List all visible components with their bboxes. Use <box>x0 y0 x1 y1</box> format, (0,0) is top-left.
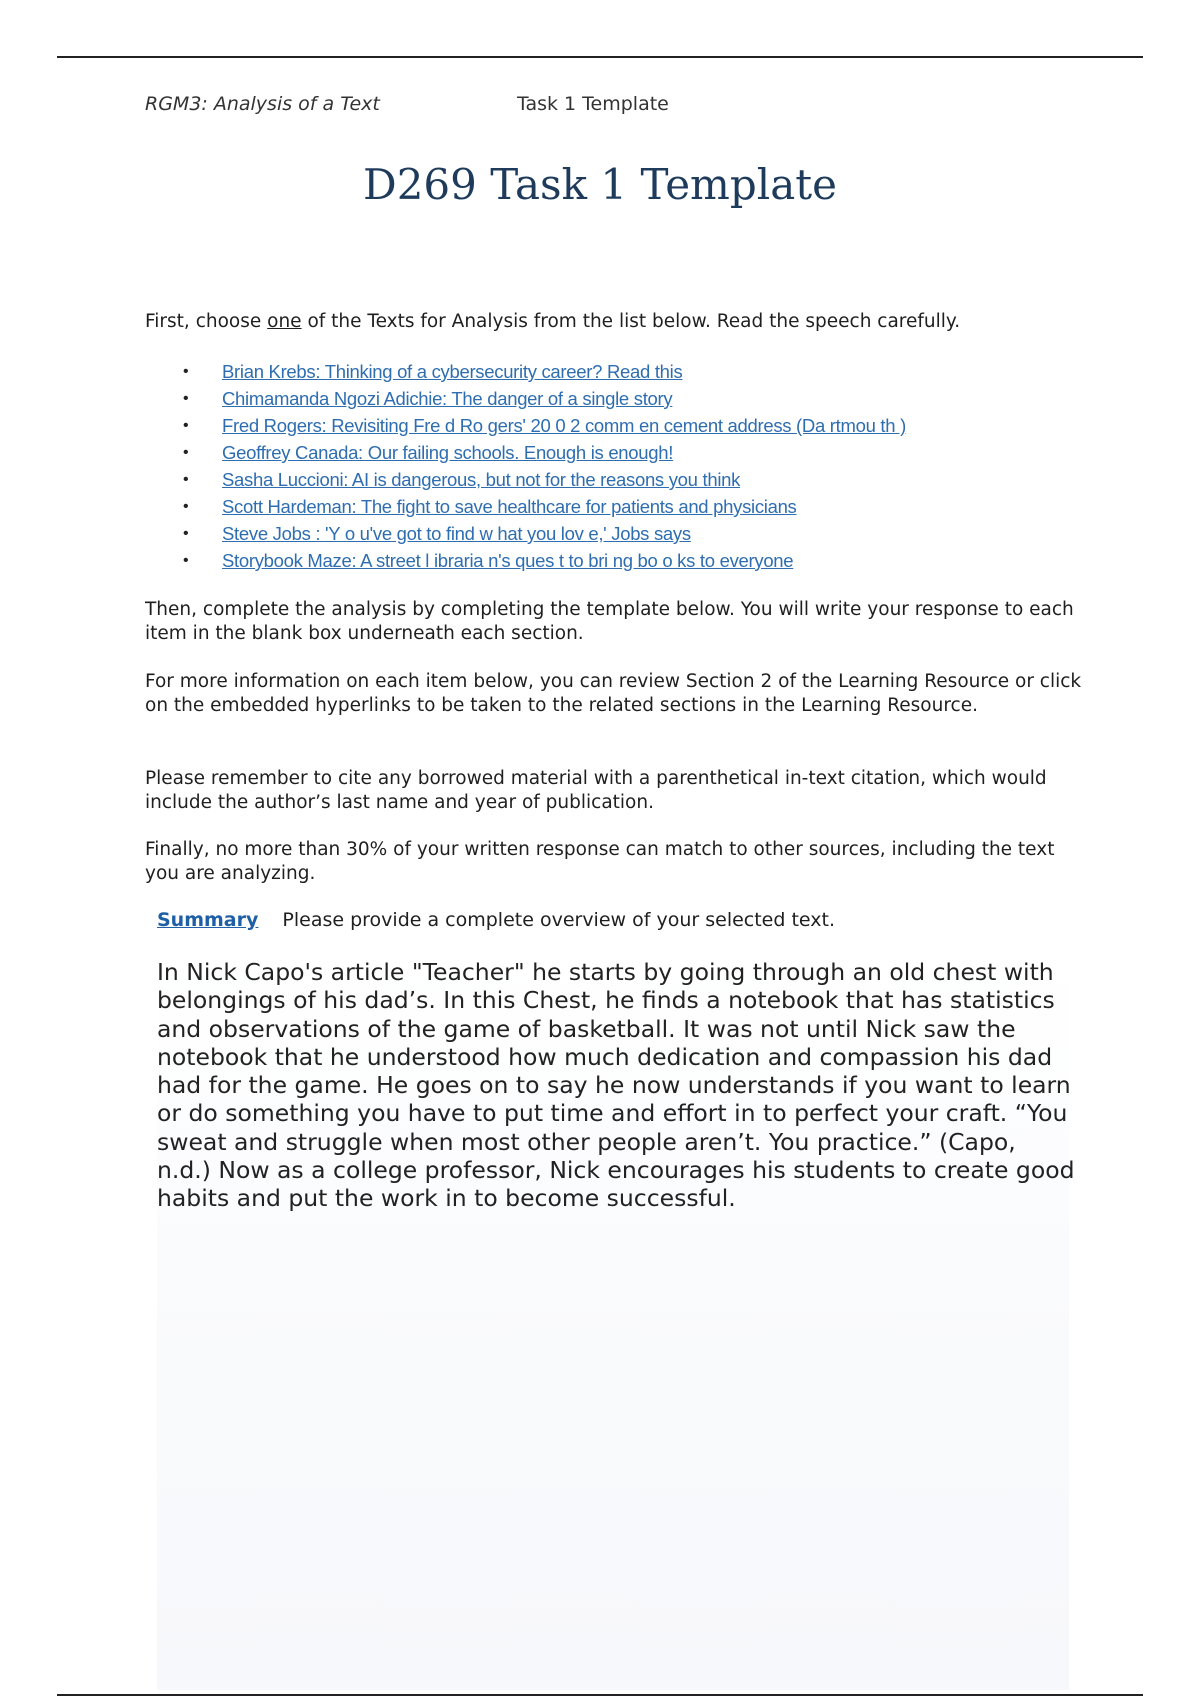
intro-after: of the Texts for Analysis from the list below. Read the speech carefully. <box>301 311 961 332</box>
text-link-rogers[interactable]: Fred Rogers: Revisiting Fre d Ro gers' 20 0 2 comm en cement address (Da rtmou th ) <box>222 415 906 436</box>
text-link-storybook-maze[interactable]: Storybook Maze: A street l ibraria n's ques t to bri ng bo o ks to everyone <box>222 550 794 571</box>
bullet-icon: • <box>183 498 189 515</box>
document-title: D269 Task 1 Template <box>363 160 837 209</box>
bullet-icon: • <box>183 444 189 461</box>
running-header <box>145 93 669 115</box>
list-item <box>180 547 906 574</box>
list-item <box>180 493 906 520</box>
bottom-rule <box>57 1694 1143 1696</box>
bullet-icon: • <box>183 363 189 380</box>
list-item <box>180 358 906 385</box>
bullet-icon: • <box>183 390 189 407</box>
summary-instruction: Please provide a complete overview of your selected text. <box>282 909 836 931</box>
bullet-icon: • <box>183 417 189 434</box>
top-rule <box>57 56 1143 58</box>
running-header-doc: Task 1 Template <box>517 93 669 115</box>
text-link-adichie[interactable]: Chimamanda Ngozi Adichie: The danger of a single story <box>222 388 673 409</box>
bullet-icon: • <box>183 552 189 569</box>
list-item <box>180 466 906 493</box>
intro-instruction <box>145 310 1085 334</box>
summary-section-link[interactable]: Summary <box>157 909 259 931</box>
text-link-canada[interactable]: Geoffrey Canada: Our failing schools. Enough is enough! <box>222 442 674 463</box>
running-header-course: RGM3: Analysis of a Text <box>145 93 380 115</box>
bullet-icon: • <box>183 525 189 542</box>
texts-for-analysis-list <box>180 358 906 574</box>
list-item <box>180 439 906 466</box>
originality-instruction: Finally, no more than 30% of your written response can match to other sources, including the text you are analyzing. <box>145 839 1055 884</box>
list-item <box>180 520 906 547</box>
text-link-hardeman[interactable]: Scott Hardeman: The fight to save healthcare for patients and physicians <box>222 496 797 517</box>
intro-emphasis: one <box>267 311 302 332</box>
bullet-icon: • <box>183 471 189 488</box>
summary-section-header <box>157 909 835 931</box>
complete-instruction: Then, complete the analysis by completing the template below. You will write your response to each item in the blank box underneath each section. <box>145 599 1074 644</box>
summary-response-text[interactable]: In Nick Capo's article "Teacher" he starts by going through an old chest with belongings of his dad’s. In this Chest, he finds a notebook that has statistics and observations of the game of basketball. It was not until Nick saw the notebook that he understood how much dedication and compassion his dad had for the game. He goes on to say he now understands if you want to learn or do something you have to put time and effort in to perfect your craft. “You sweat and struggle when most other people aren’t. You practice.” (Capo, n.d.) Now as a college professor, Nick encourages his students to create good habits and put the work in to become successful. <box>157 958 1075 1213</box>
list-item <box>180 412 906 439</box>
text-link-krebs[interactable]: Brian Krebs: Thinking of a cybersecurity career? Read this <box>222 361 683 382</box>
list-item <box>180 385 906 412</box>
text-link-luccioni[interactable]: Sasha Luccioni: AI is dangerous, but not for the reasons you think <box>222 469 741 490</box>
text-link-jobs[interactable]: Steve Jobs : 'Y o u've got to find w hat you lov e,' Jobs says <box>222 523 691 544</box>
intro-before: First, choose <box>145 311 268 332</box>
more-info-instruction: For more information on each item below, you can review Section 2 of the Learning Resource or click on the embedded hyperlinks to be taken to the related sections in the Learning Resource. <box>145 671 1082 716</box>
citation-instruction: Please remember to cite any borrowed material with a parenthetical in-text citation, which would include the author’s last name and year of publication. <box>145 768 1047 813</box>
